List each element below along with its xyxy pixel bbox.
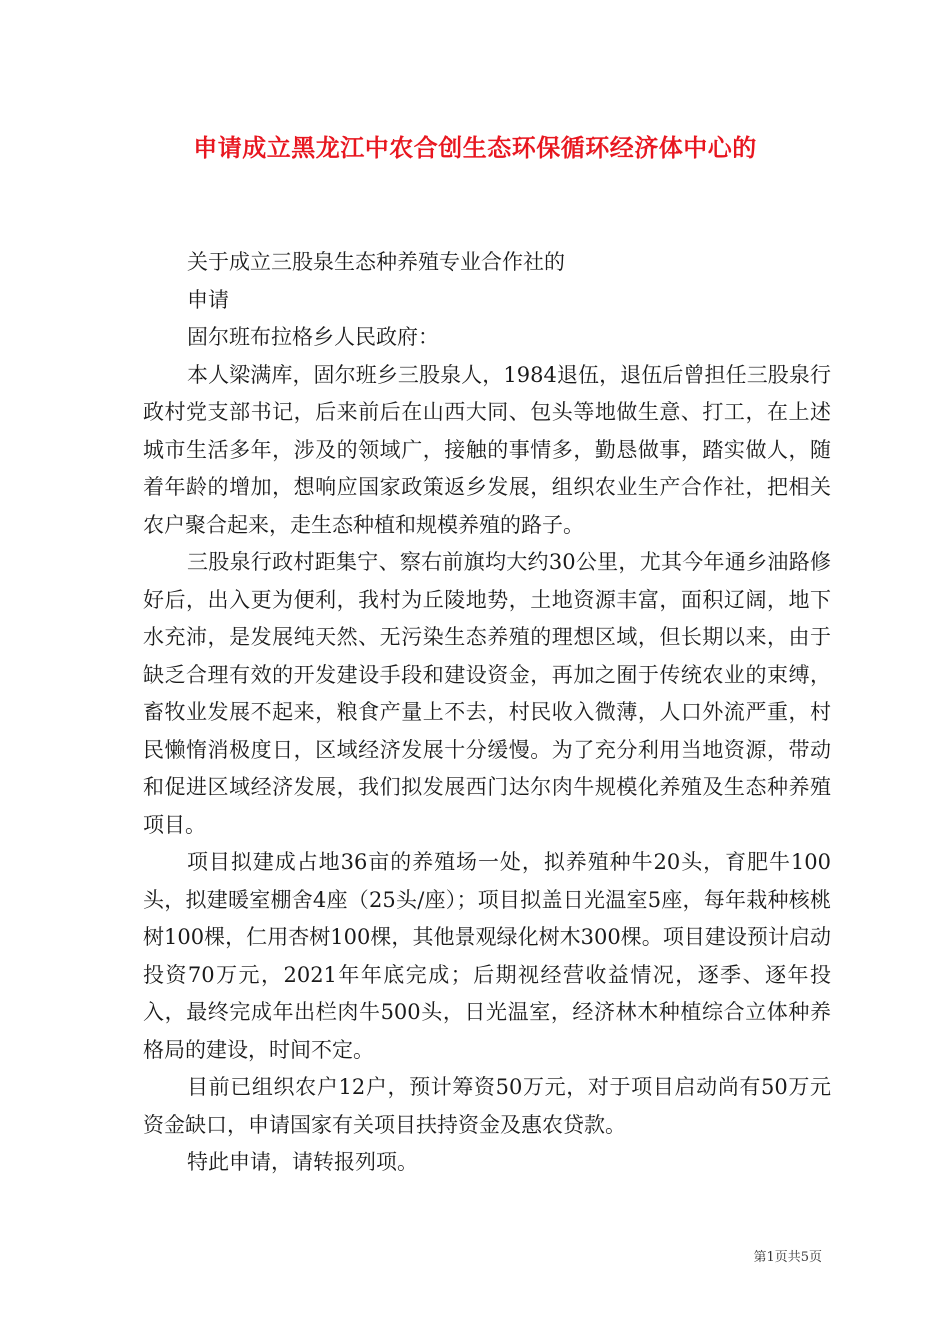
paragraph-closing: 特此申请，请转报列项。 <box>187 1150 418 1174</box>
document-body <box>143 244 831 1182</box>
paragraph-project-plan: 项目拟建成占地36亩的养殖场一处，拟养殖种牛20头，育肥牛100头，拟建暖室棚舍4座（25头/座）；项目拟盖日光温室5座，每年栽种核桃树100棵，仁用杏树100棵，其他景观绿化树木300棵。项目建设预计启动投资70万元，2021年年底完成；后期视经营收益情况，逐季、逐年投入，最终完成年出栏肉牛500头，日光温室，经济林木种植综合立体种养格局的建设，时间不定。 <box>143 850 831 1062</box>
paragraph-introduction: 本人梁满库，固尔班乡三股泉人，1984退伍，退伍后曾担任三股泉行政村党支部书记，后来前后在山西大同、包头等地做生意、打工，在上述城市生活多年，涉及的领域广，接触的事情多，勤恳做事，踏实做人，随着年龄的增加，想响应国家政策返乡发展，组织农业生产合作社，把相关农户聚合起来，走生态种植和规模养殖的路子。 <box>143 362 831 537</box>
subject-line-2: 申请 <box>187 287 229 312</box>
paragraph-funding: 目前已组织农户12户，预计筹资50万元，对于项目启动尚有50万元资金缺口，申请国家有关项目扶持资金及惠农贷款。 <box>143 1075 831 1137</box>
addressee: 固尔班布拉格乡人民政府： <box>187 325 439 349</box>
paragraph-village-background: 三股泉行政村距集宁、察右前旗均大约30公里，尤其今年通乡油路修好后，出入更为便利，我村为丘陵地势，土地资源丰富，面积辽阔，地下水充沛，是发展纯天然、无污染生态养殖的理想区域，但长期以来，由于缺乏合理有效的开发建设手段和建设资金，再加之囿于传统农业的束缚，畜牧业发展不起来，粮食产量上不去，村民收入微薄，人口外流严重，村民懒惰消极度日，区域经济发展十分缓慢。为了充分利用当地资源，带动和促进区域经济发展，我们拟发展西门达尔肉牛规模化养殖及生态种养殖项目。 <box>143 550 831 837</box>
subject-line-1: 关于成立三股泉生态种养殖专业合作社的 <box>187 250 565 274</box>
document-title: 申请成立黑龙江中农合创生态环保循环经济体中心的 <box>193 133 757 162</box>
page-number: 第1页共5页 <box>753 1250 822 1265</box>
